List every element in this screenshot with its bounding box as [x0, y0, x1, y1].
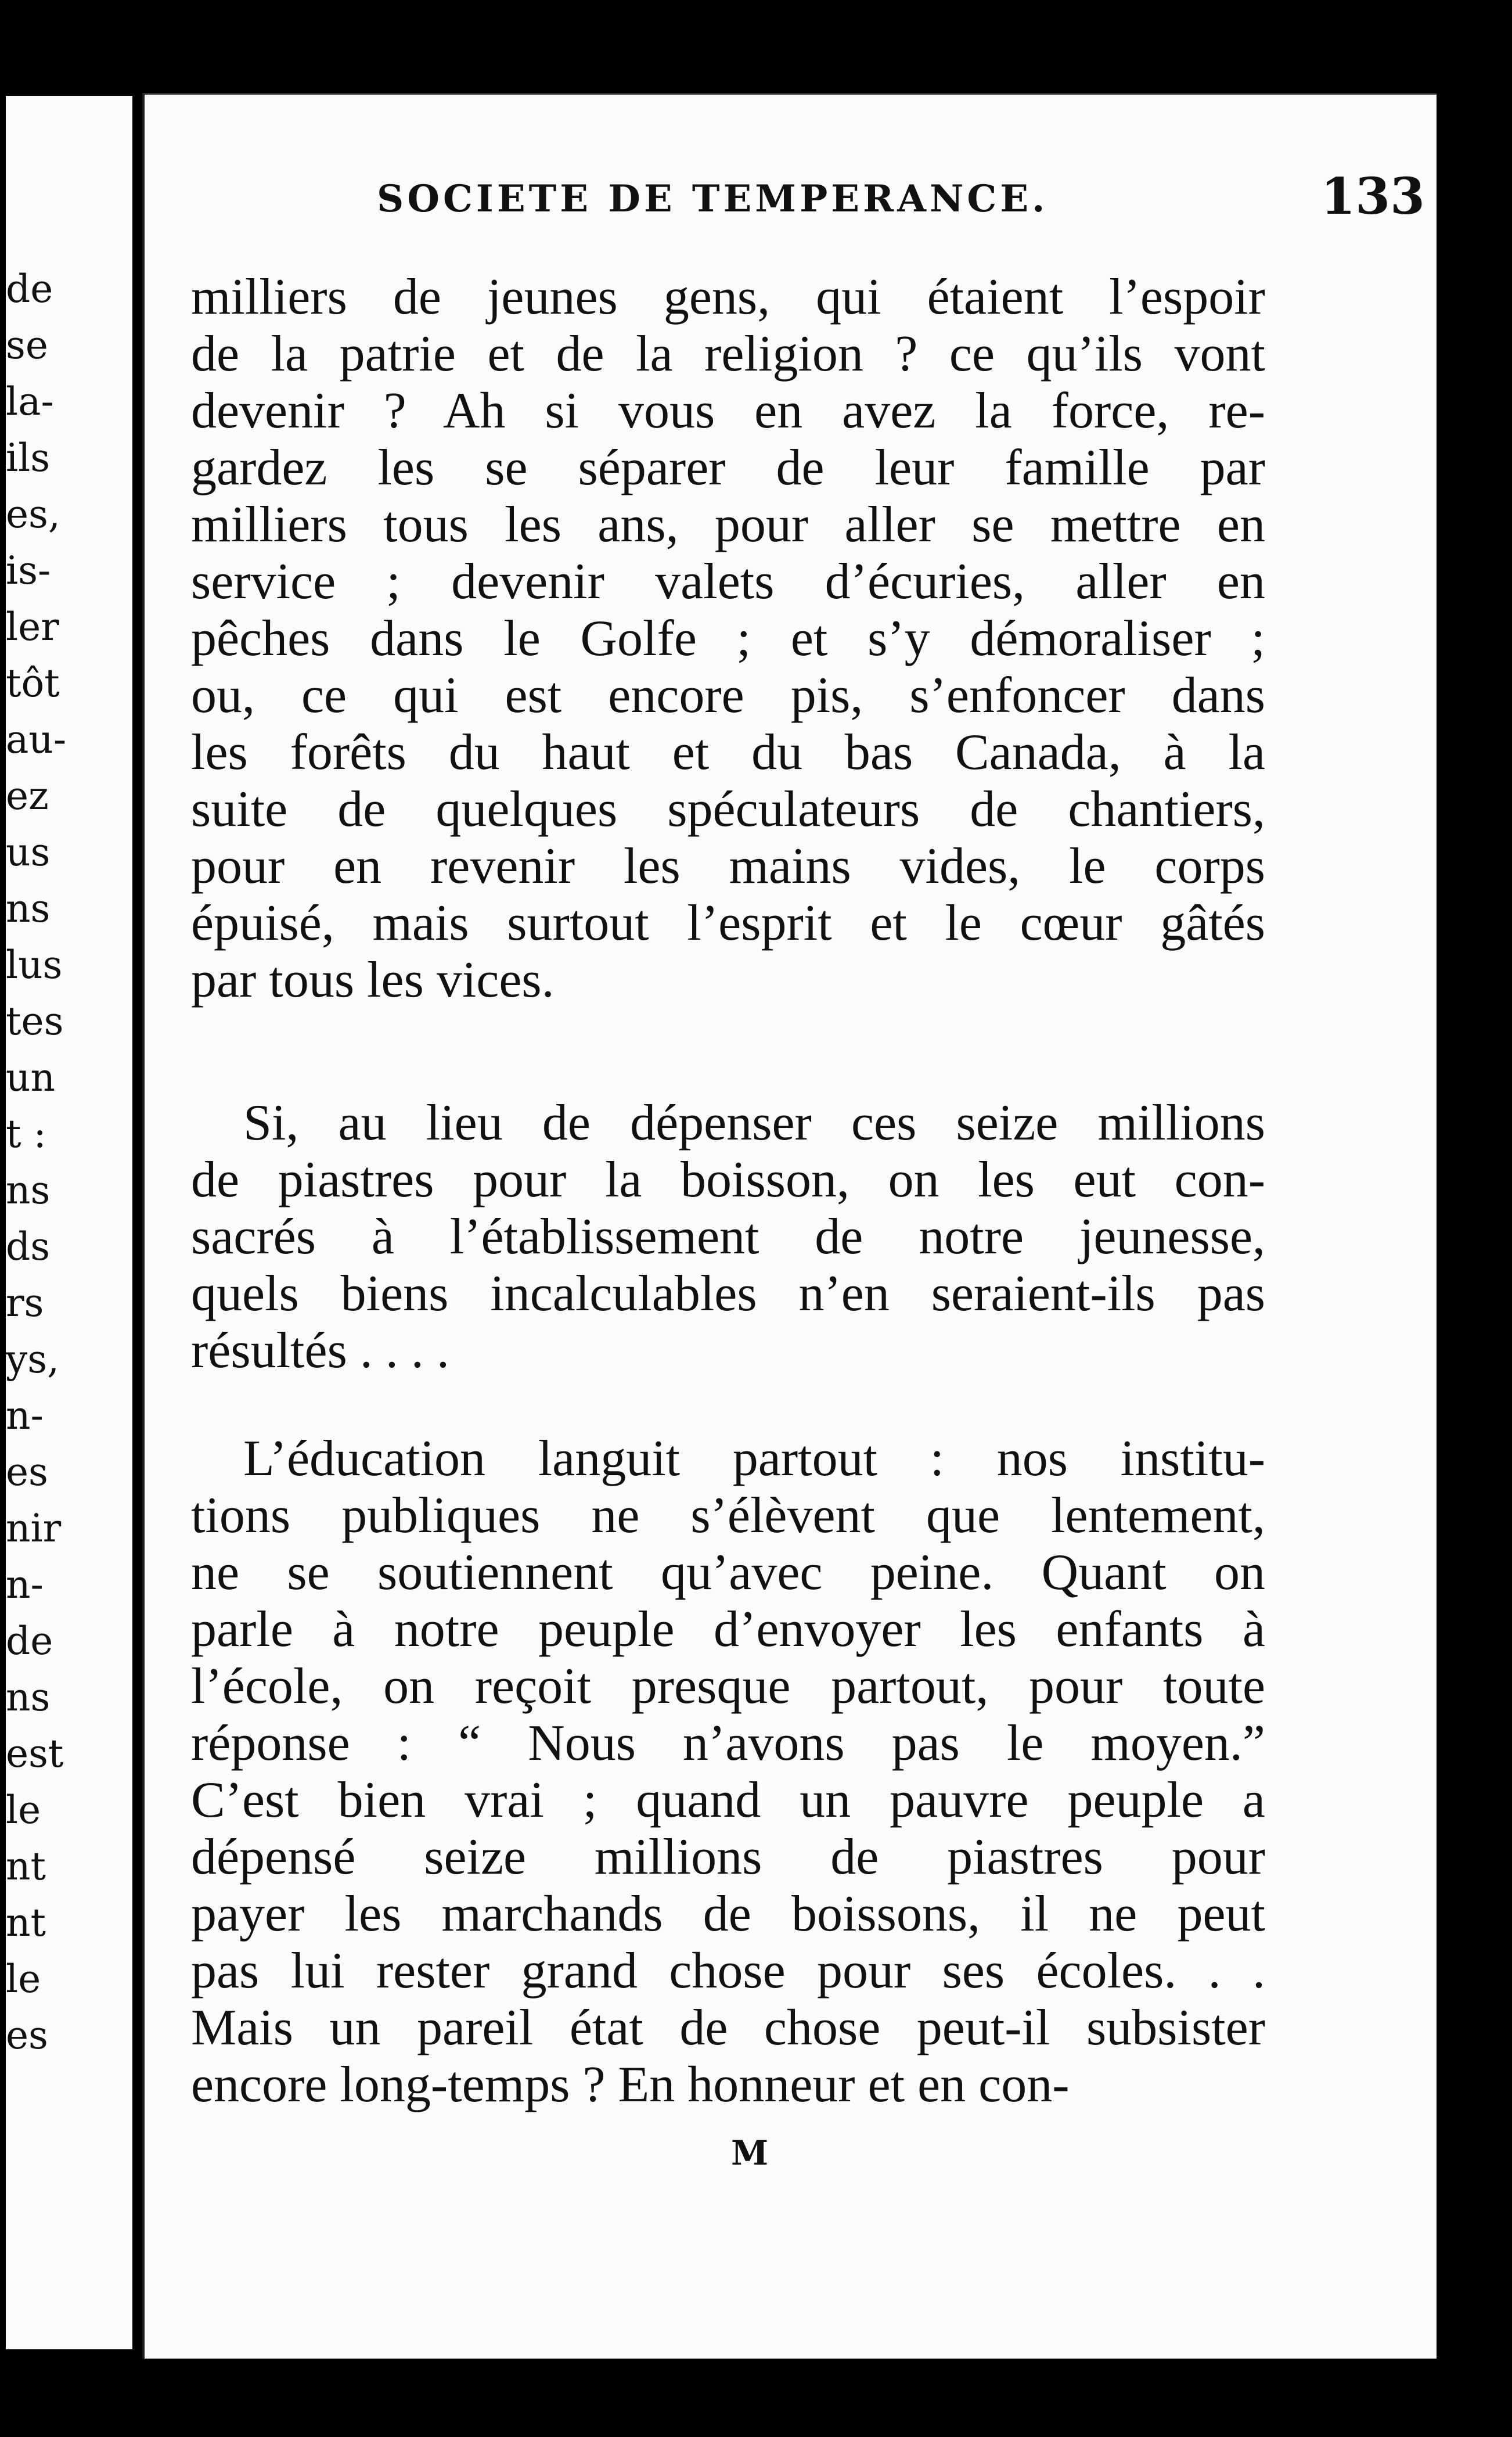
text-line: L’éducation languit partout : nos institu-	[243, 1430, 1265, 1487]
facing-page-text: le	[6, 1957, 41, 2001]
text-line: par tous les vices.	[191, 952, 555, 1008]
facing-page-text: ys,	[6, 1337, 60, 1382]
facing-page-text: ds	[6, 1224, 51, 1269]
text-line: pêches dans le Golfe ; et s’y démoraliser ;	[191, 610, 1265, 667]
text-line: les forêts du haut et du bas Canada, à la	[191, 724, 1265, 781]
facing-page-text: nt	[6, 1844, 46, 1889]
facing-page-text: ns	[6, 1168, 51, 1213]
facing-page-text: ns	[6, 886, 51, 931]
facing-page-text: ils	[6, 436, 51, 480]
text-line: C’est bien vrai ; quand un pauvre peuple a	[191, 1772, 1265, 1828]
text-line: ou, ce qui est encore pis, s’enfoncer dans	[191, 667, 1265, 724]
text-line: milliers de jeunes gens, qui étaient l’espoir	[191, 269, 1265, 325]
facing-page-text: ler	[6, 605, 59, 649]
paragraph-2	[191, 1095, 1265, 1379]
text-line: gardez les se séparer de leur famille par	[191, 440, 1265, 496]
text-line: de piastres pour la boisson, on les eut con-	[191, 1152, 1265, 1208]
text-line: service ; devenir valets d’écuries, aller en	[191, 553, 1265, 610]
facing-page-text: de	[6, 267, 53, 311]
facing-page-text: ns	[6, 1675, 51, 1720]
facing-page-text: is-	[6, 548, 51, 593]
page-number: 133	[1320, 167, 1425, 226]
paragraph-3	[191, 1430, 1265, 2113]
facing-page-text: est	[6, 1731, 64, 1776]
facing-page-text: le	[6, 1788, 41, 1832]
facing-page-text: us	[6, 830, 51, 875]
facing-page-text: la-	[6, 379, 54, 424]
facing-page-text: n-	[6, 1562, 44, 1607]
facing-page-text: n-	[6, 1393, 44, 1438]
facing-page-text: rs	[6, 1281, 44, 1325]
text-line: l’école, on reçoit presque partout, pour toute	[191, 1658, 1265, 1714]
facing-page-text: es,	[6, 492, 60, 537]
text-line: suite de quelques spéculateurs de chantiers,	[191, 781, 1265, 838]
text-line: Si, au lieu de dépenser ces seize millions	[243, 1095, 1265, 1151]
text-line: sacrés à l’établissement de notre jeunesse,	[191, 1209, 1265, 1265]
facing-page-fragment	[6, 96, 132, 2349]
facing-page-text: un	[6, 1055, 56, 1100]
signature-mark: M	[731, 2133, 769, 2173]
facing-page-text: de	[6, 1619, 53, 1663]
text-line: parle à notre peuple d’envoyer les enfants à	[191, 1601, 1265, 1658]
facing-page-text: lus	[6, 943, 63, 987]
text-line: pas lui rester grand chose pour ses écoles. . .	[191, 1943, 1265, 1999]
text-line: pour en revenir les mains vides, le corps	[191, 838, 1265, 894]
facing-page-text: tôt	[6, 661, 60, 706]
text-line: payer les marchands de boissons, il ne peut	[191, 1886, 1265, 1942]
facing-page-text: au-	[6, 717, 67, 762]
text-line: devenir ? Ah si vous en avez la force, re-	[191, 383, 1265, 439]
text-line: dépensé seize millions de piastres pour	[191, 1829, 1265, 1885]
text-line: résultés . . . .	[191, 1322, 449, 1379]
text-line: épuisé, mais surtout l’esprit et le cœur gâtés	[191, 895, 1265, 951]
facing-page-text: ez	[6, 774, 49, 818]
facing-page-text: se	[6, 323, 48, 368]
book-page	[142, 93, 1437, 2359]
text-line: encore long-temps ? En honneur et en con-	[191, 2057, 1070, 2113]
facing-page-text: nir	[6, 1506, 62, 1551]
text-line: de la patrie et de la religion ? ce qu’ils vont	[191, 326, 1265, 382]
running-head: SOCIETE DE TEMPERANCE.	[377, 177, 1049, 221]
text-line: réponse : “ Nous n’avons pas le moyen.”	[191, 1715, 1265, 1771]
text-line: quels biens incalculables n’en seraient-ils pas	[191, 1266, 1265, 1322]
text-line: milliers tous les ans, pour aller se mettre en	[191, 497, 1265, 553]
text-line: ne se soutiennent qu’avec peine. Quant on	[191, 1544, 1265, 1601]
facing-page-text: tes	[6, 999, 64, 1044]
paragraph-1	[191, 269, 1265, 1009]
facing-page-text: es	[6, 1450, 48, 1494]
facing-page-text: nt	[6, 1900, 46, 1945]
text-line: Mais un pareil état de chose peut-il subsister	[191, 2000, 1265, 2056]
facing-page-text: es	[6, 2013, 48, 2058]
facing-page-text: t :	[6, 1112, 46, 1156]
text-line: tions publiques ne s’élèvent que lentement,	[191, 1487, 1265, 1544]
